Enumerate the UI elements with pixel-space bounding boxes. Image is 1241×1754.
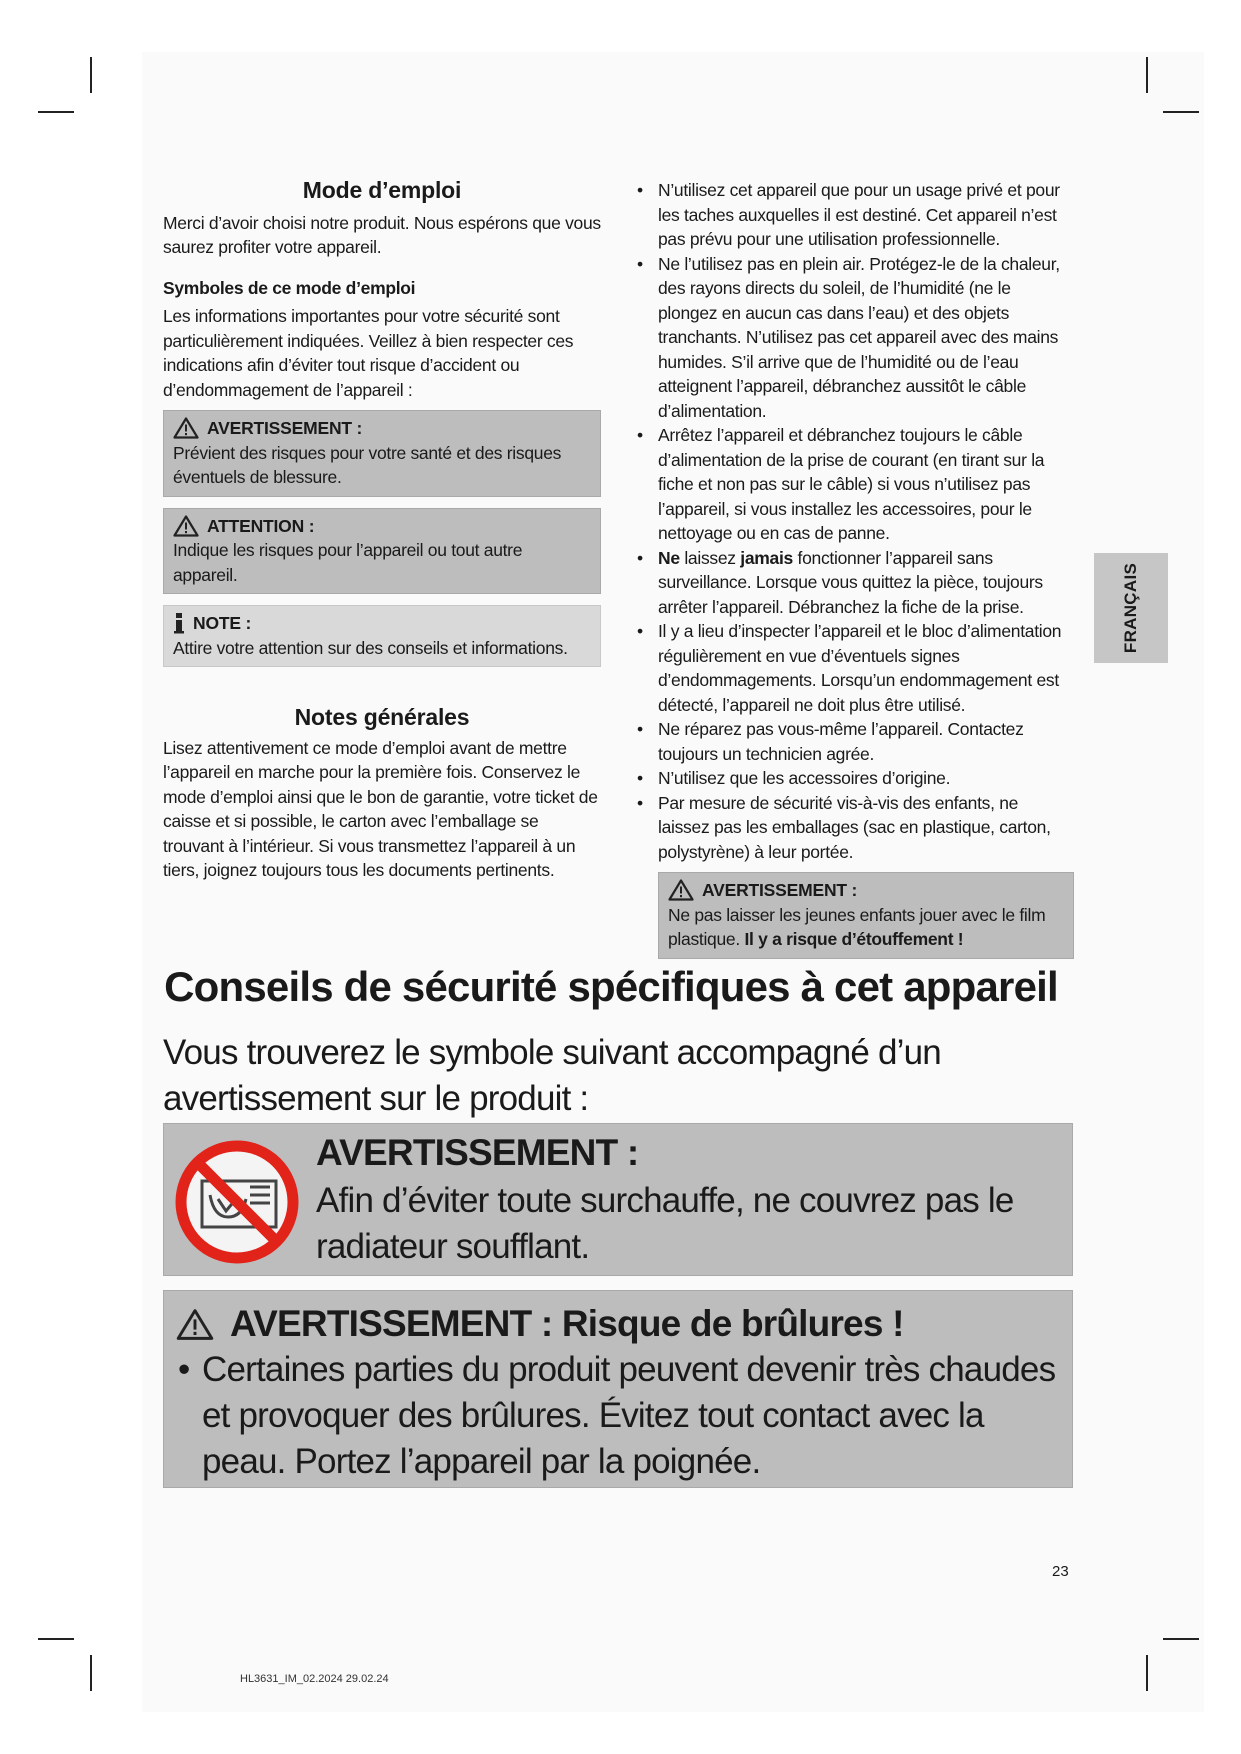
bold-ne: Ne [658,547,680,568]
list-item: • N’utilisez que les accessoires d’origine. [634,766,1074,791]
warning-box [163,410,601,497]
list-item: • Ne réparez pas vous-même l’appareil. Contactez toujours un technicien agrée. [634,717,1074,766]
note-title: NOTE : [193,613,252,633]
list-item: • Il y a lieu d’inspecter l’appareil et le bloc d’alimentation régulièrement en vue d’éventuels signes d’endommagements. Lorsqu’un endommagement est détecté, l’appareil ne doit plus être utilisé. [634,619,1074,717]
cover-warning-title: AVERTISSEMENT : [316,1132,639,1173]
general-notes-text: Lisez attentivement ce mode d’emploi avant de mettre l’appareil en marche pour la première fois. Conservez le mode d’emploi ainsi que le bon de garantie, votre ticket de caisse et si possible, le carton avec l’emballage se trouvant à l’intérieur. Si vous transmettez l’appareil à un tiers, joignez toujours tous les documents pertinents. [163,737,598,880]
warning-triangle-icon [176,1308,214,1341]
crop-mark [38,111,74,113]
crop-mark [90,1655,92,1691]
warning-triangle-icon [668,879,694,901]
warning-triangle-icon [173,417,199,439]
warning-title: AVERTISSEMENT : [207,418,363,438]
crop-mark [1163,1638,1199,1640]
crop-mark [1146,1655,1148,1691]
right-column [634,178,1074,959]
note-box [163,605,601,667]
left-column [163,178,601,883]
burn-warning-text: Certaines parties du produit peuvent devenir très chaudes et provoquer des brûlures. Évitez tout contact avec la peau. Portez l’appareil par la poignée. [202,1350,1056,1481]
list-item: • Par mesure de sécurité vis-à-vis des enfants, ne laissez pas les emballages (sac en plastique, carton, polystyrène) à leur portée. [634,791,1074,865]
symbols-text: Les informations importantes pour votre sécurité sont particulièrement indiquées. Veillez à bien respecter ces indications afin d’éviter tout risque d’accident ou d’endommagement de l’appareil : [163,306,574,400]
language-tab [1094,553,1168,663]
child-warning-title: AVERTISSEMENT : [702,880,858,900]
warning-text: Prévient des risques pour votre santé et des risques éventuels de blessure. [173,442,562,487]
footer-code: HL3631_IM_02.2024 29.02.24 [240,1673,389,1685]
cover-warning-text: Afin d’éviter toute surchauffe, ne couvrez pas le radiateur soufflant. [316,1181,1014,1266]
crop-mark [1163,111,1199,113]
mode-emploi-title: Mode d’emploi [302,177,462,203]
list-item: • Arrêtez l’appareil et débranchez toujours le câble d’alimentation de la prise de courant (en tirant sur la fiche et non pas sur le câble) si vous n’utilisez pas l’appareil, si vous installez les accessoires, pour le nettoyage ou en cas de panne. [634,423,1074,546]
crop-mark [38,1638,74,1640]
burn-warning-box [163,1290,1073,1488]
child-warning-box [658,872,1074,959]
child-warning-text [668,903,1064,952]
list-item [634,546,1074,620]
safety-list [634,178,1074,864]
do-not-cover-icon [174,1139,300,1265]
list-item-text: laissez [679,547,741,568]
cover-warning-box [163,1123,1073,1276]
info-icon [173,612,185,634]
attention-box [163,508,601,595]
note-text: Attire votre attention sur des conseils et informations. [173,637,568,658]
crop-mark [90,57,92,93]
list-item-text: fonctionner l’appareil sans surveillance. Lorsque vous quittez la pièce, toujours arrêter l’appareil. Débranchez la fiche de la prise. [658,547,1043,617]
symbols-heading: Symboles de ce mode d’emploi [163,277,416,298]
specific-safety-title: Conseils de sécurité spécifiques à cet appareil [164,963,1058,1010]
burn-warning-item [172,1347,1062,1485]
attention-text: Indique les risques pour l’appareil ou tout autre appareil. [173,540,523,585]
child-warning-bold: Il y a risque d’étouffement ! [744,929,964,949]
bullet-icon: • [178,1350,190,1389]
list-item: • N’utilisez cet appareil que pour un usage privé et pour les taches auxquelles il est destiné. Cet appareil n’est pas prévu pour une utilisation professionnelle. [634,178,1074,252]
intro-text: Merci d’avoir choisi notre produit. Nous espérons que vous saurez profiter votre appareil. [163,212,601,257]
list-item: • Ne l’utilisez pas en plein air. Protégez-le de la chaleur, des rayons directs du soleil, de l’humidité (ne le plongez en aucun cas dans l’eau) et des objets tranchants. N’utilisez pas cet appareil avec des mains humides. S’il arrive que de l’humidité ou de l’eau atteignent l’appareil, débranchez aussitôt le câble d’alimentation. [634,252,1074,424]
bold-jamais: jamais [740,547,793,568]
crop-mark [1146,57,1148,93]
language-tab-label: FRANÇAIS [1121,562,1140,654]
warning-triangle-icon [173,515,199,537]
specific-safety-intro: Vous trouverez le symbole suivant accompagné d’un avertissement sur le produit : [163,1033,941,1118]
general-notes-title: Notes générales [294,704,470,730]
page-number: 23 [1052,1563,1069,1580]
burn-warning-title: AVERTISSEMENT : Risque de brûlures ! [230,1303,904,1344]
child-warning-plain: Ne pas laisser les jeunes enfants jouer avec le film plastique. [668,904,1046,949]
attention-title: ATTENTION : [207,515,315,536]
